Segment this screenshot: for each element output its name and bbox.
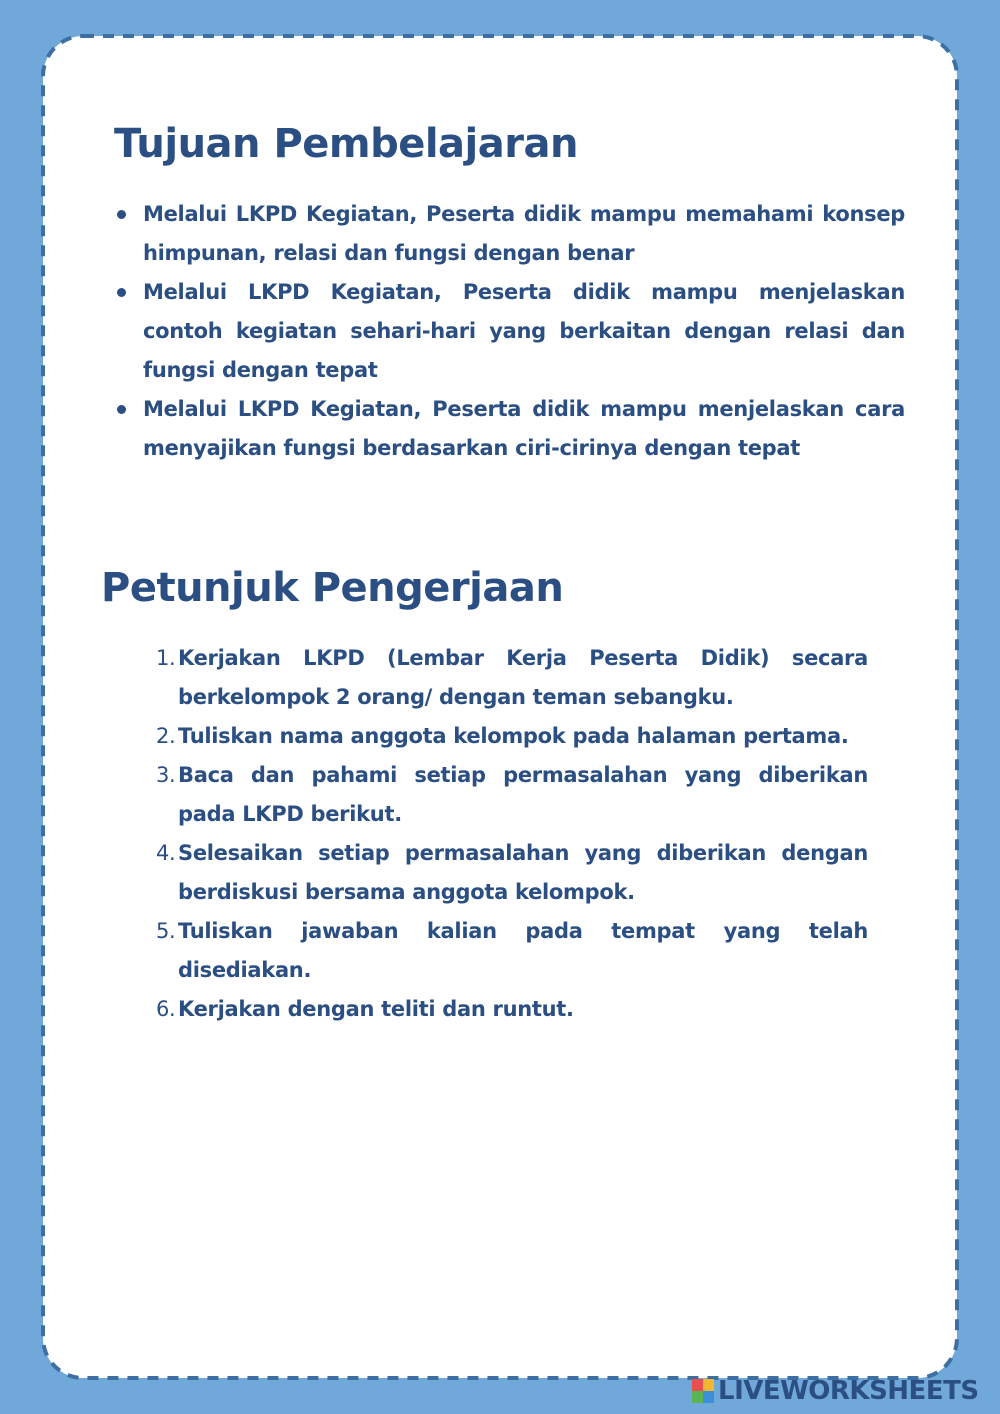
liveworksheets-logo-icon bbox=[692, 1379, 714, 1403]
item-number: 4. bbox=[156, 841, 176, 865]
bullet-icon bbox=[117, 405, 126, 414]
petunjuk-item: 2. Tuliskan nama anggota kelompok pada halaman pertama. bbox=[178, 717, 868, 756]
tujuan-item: Melalui LKPD Kegiatan, Peserta didik mampu menjelaskan contoh kegiatan sehari-hari yang berkaitan dengan relasi dan fungsi dengan tepat bbox=[143, 273, 905, 390]
petunjuk-list bbox=[156, 639, 868, 1029]
item-number: 1. bbox=[156, 646, 176, 670]
petunjuk-item: 4. Selesaikan setiap permasalahan yang diberikan dengan berdiskusi bersama anggota kelompok. bbox=[178, 834, 868, 912]
item-number: 3. bbox=[156, 763, 176, 787]
item-number: 2. bbox=[156, 724, 176, 748]
item-number: 5. bbox=[156, 919, 176, 943]
watermark-text: LIVEWORKSHEETS bbox=[718, 1376, 979, 1406]
petunjuk-title: Petunjuk Pengerjaan bbox=[101, 565, 564, 611]
petunjuk-item: 6. Kerjakan dengan teliti dan runtut. bbox=[178, 990, 868, 1029]
tujuan-title: Tujuan Pembelajaran bbox=[114, 121, 578, 167]
petunjuk-item: 1. Kerjakan LKPD (Lembar Kerja Peserta Didik) secara berkelompok 2 orang/ dengan teman sebangku. bbox=[178, 639, 868, 717]
bullet-icon bbox=[117, 210, 126, 219]
liveworksheets-watermark[interactable] bbox=[692, 1376, 979, 1406]
item-number: 6. bbox=[156, 997, 176, 1021]
tujuan-item: Melalui LKPD Kegiatan, Peserta didik mampu memahami konsep himpunan, relasi dan fungsi dengan benar bbox=[143, 195, 905, 273]
tujuan-item: Melalui LKPD Kegiatan, Peserta didik mampu menjelaskan cara menyajikan fungsi berdasarkan ciri-cirinya dengan tepat bbox=[143, 390, 905, 468]
petunjuk-item: 5. Tuliskan jawaban kalian pada tempat yang telah disediakan. bbox=[178, 912, 868, 990]
tujuan-list bbox=[143, 195, 905, 468]
bullet-icon bbox=[117, 288, 126, 297]
petunjuk-item: 3. Baca dan pahami setiap permasalahan yang diberikan pada LKPD berikut. bbox=[178, 756, 868, 834]
